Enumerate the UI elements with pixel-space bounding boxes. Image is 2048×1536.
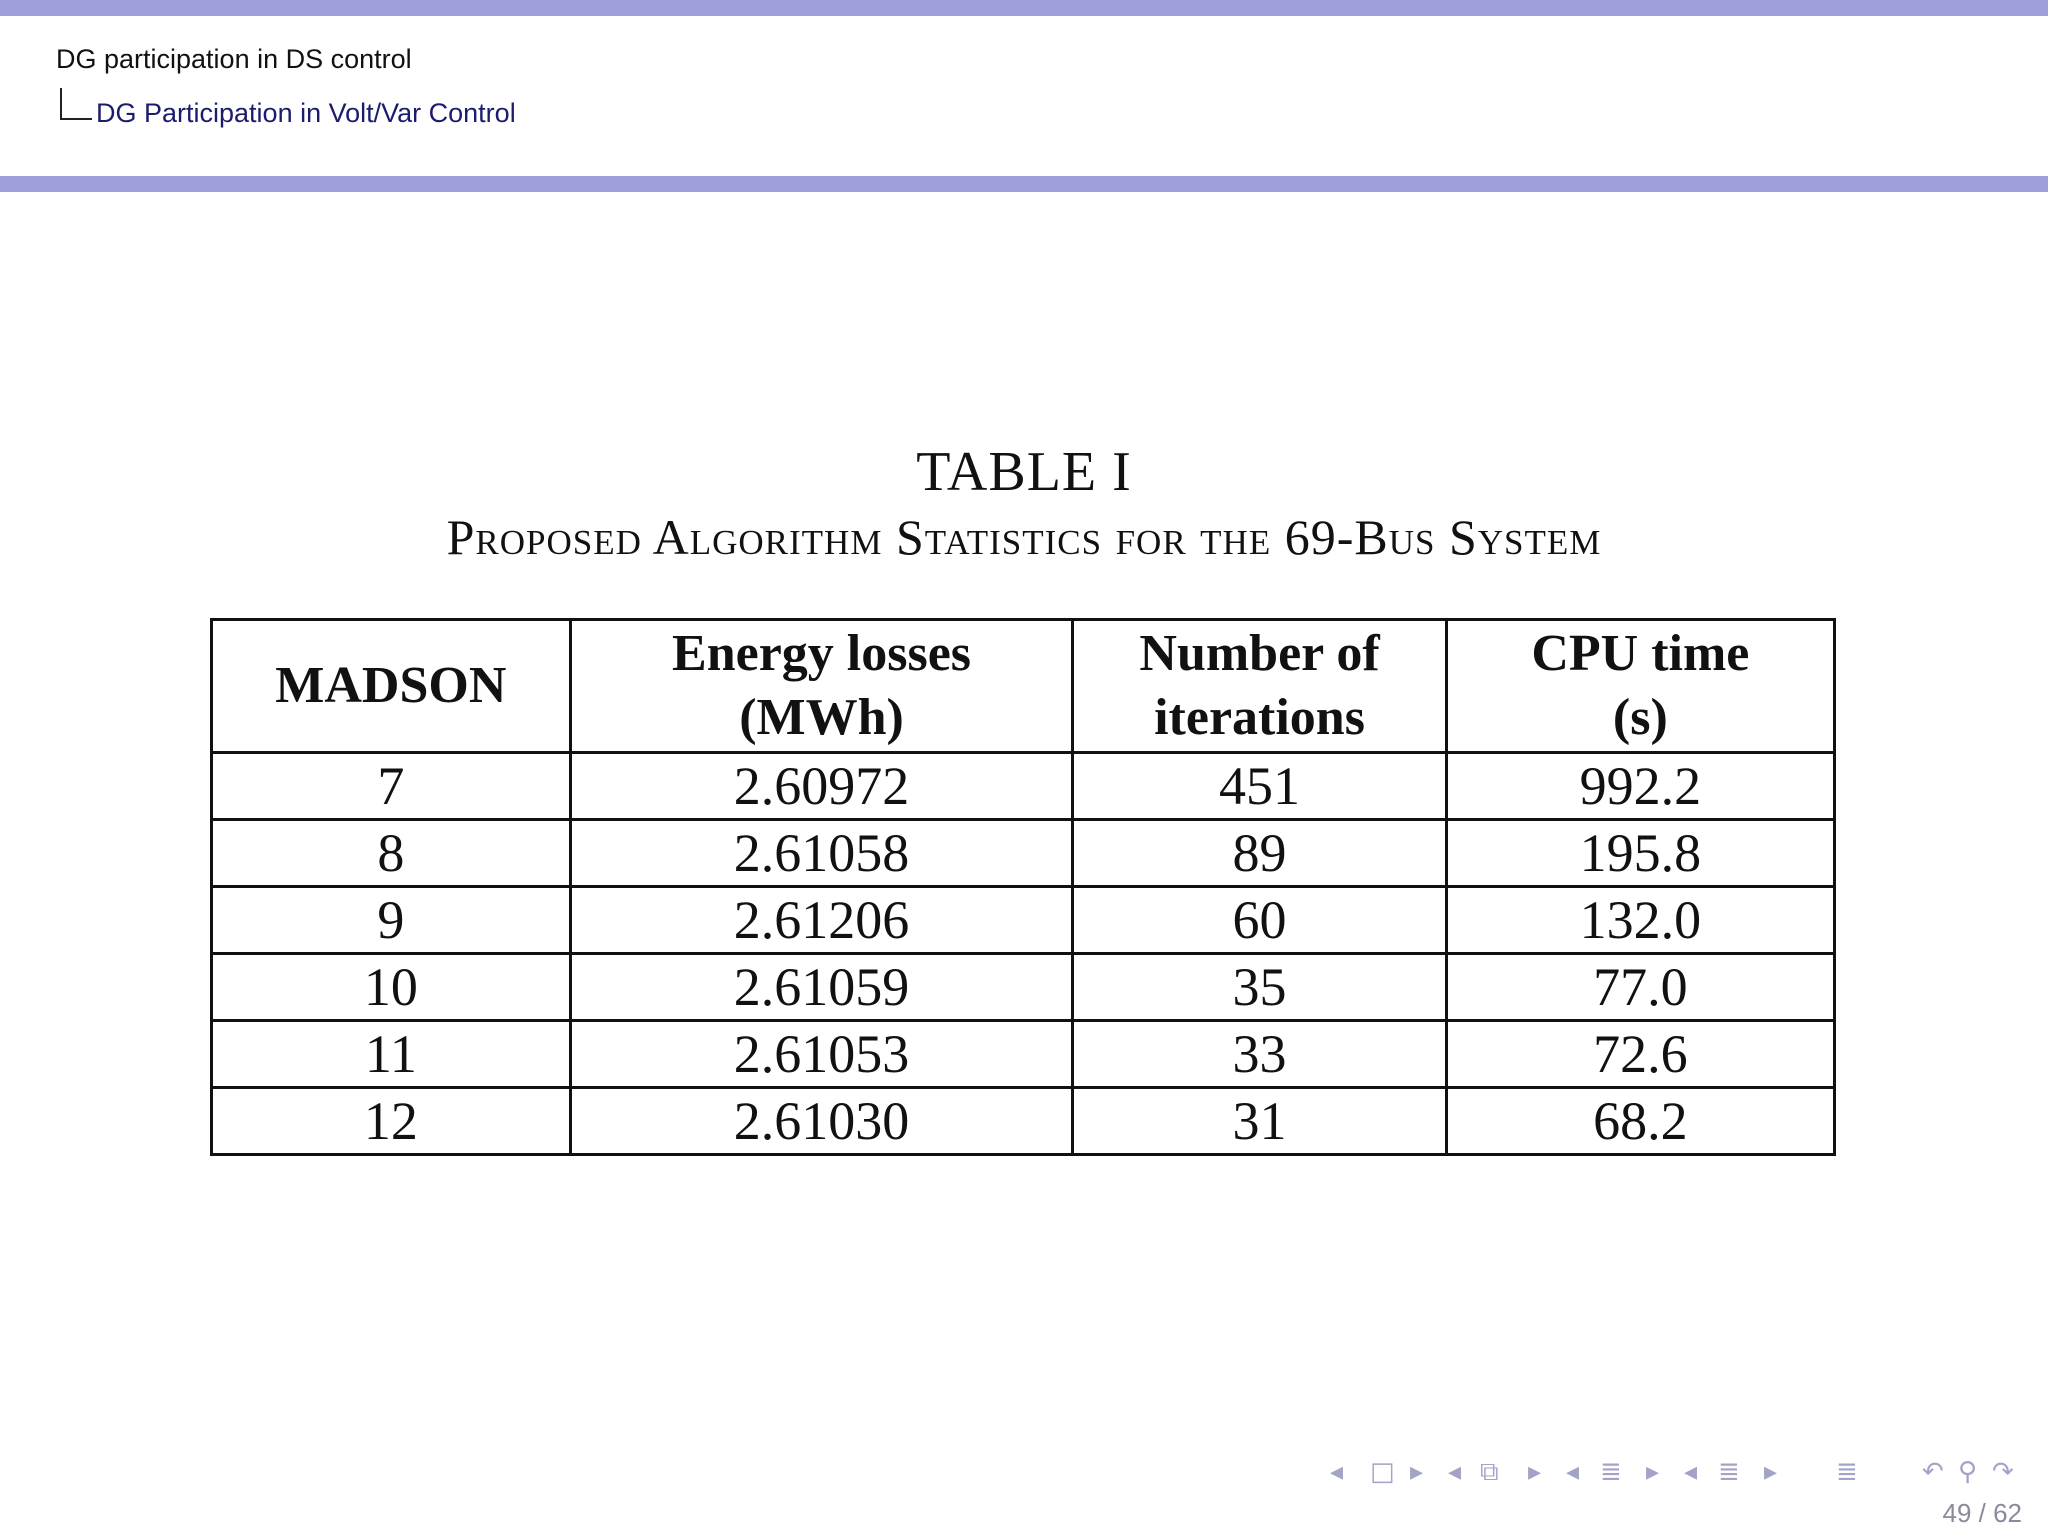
table-cell-energy-losses: 2.61206 [570,887,1073,954]
table-caption-number: TABLE I [916,441,1132,503]
table-cell-madson: 11 [212,1021,571,1088]
table-cell-madson: 10 [212,954,571,1021]
column-header-line2: (MWh) [739,689,904,746]
table-cell-iterations: 33 [1073,1021,1446,1088]
table-caption-title: Proposed Algorithm Statistics for the 69-Bus System [446,509,1602,565]
column-header-line1: MADSON [275,657,507,714]
frame-prev-icon[interactable]: ◂ [1330,1457,1344,1487]
column-header-cpu-time [1446,620,1834,753]
table-row [212,1088,1835,1155]
table-cell-cpu-time: 992.2 [1446,753,1834,820]
subsection-prev-icon[interactable]: ◂ [1448,1457,1462,1487]
table-header-row [212,620,1835,753]
section-prev-icon[interactable]: ◂ [1566,1457,1580,1487]
search-icon[interactable]: ⚲ [1958,1457,1978,1487]
table-cell-energy-losses: 2.60972 [570,753,1073,820]
table-cell-iterations: 60 [1073,887,1446,954]
table-cell-iterations: 89 [1073,820,1446,887]
table-cell-cpu-time: 68.2 [1446,1088,1834,1155]
table-row [212,1021,1835,1088]
table-row [212,954,1835,1021]
column-header-line1: Number of [1139,625,1380,682]
table-cell-iterations: 31 [1073,1088,1446,1155]
table-cell-madson: 12 [212,1088,571,1155]
section-title[interactable]: DG participation in DS control [56,44,412,74]
table-row [212,820,1835,887]
document-icon[interactable]: ≣ [1836,1457,1858,1487]
subsection-icon[interactable]: ⧉ [1480,1457,1499,1487]
table-cell-cpu-time: 132.0 [1446,887,1834,954]
table-cell-madson: 7 [212,753,571,820]
part-icon[interactable]: ≣ [1718,1457,1740,1487]
column-header-iterations [1073,620,1446,753]
table-cell-cpu-time: 72.6 [1446,1021,1834,1088]
table-cell-iterations: 35 [1073,954,1446,1021]
table-cell-iterations: 451 [1073,753,1446,820]
header-bottom-bar [0,176,2048,192]
column-header-energy-losses [570,620,1073,753]
table-row [212,753,1835,820]
column-header-madson [212,620,571,753]
subsection-next-icon[interactable]: ▸ [1528,1457,1542,1487]
table-cell-energy-losses: 2.61059 [570,954,1073,1021]
table-cell-cpu-time: 195.8 [1446,820,1834,887]
table-cell-energy-losses: 2.61058 [570,820,1073,887]
table-cell-energy-losses: 2.61053 [570,1021,1073,1088]
section-next-icon[interactable]: ▸ [1646,1457,1660,1487]
tree-connector-icon [60,88,92,120]
back-icon[interactable]: ↶ [1922,1457,1944,1487]
part-prev-icon[interactable]: ◂ [1684,1457,1698,1487]
section-icon[interactable]: ≣ [1600,1457,1622,1487]
table-cell-cpu-time: 77.0 [1446,954,1834,1021]
header-top-bar [0,0,2048,16]
column-header-line2: iterations [1154,689,1365,746]
part-next-icon[interactable]: ▸ [1764,1457,1778,1487]
column-header-line1: Energy losses [672,625,972,682]
beamer-navigation [1330,1454,2030,1494]
page-number: 49 / 62 [1942,1498,2022,1528]
frame-next-icon[interactable]: ▸ [1410,1457,1424,1487]
table-row [212,887,1835,954]
header [0,16,2048,176]
table-cell-madson: 9 [212,887,571,954]
column-header-line1: CPU time [1531,625,1750,682]
forward-icon[interactable]: ↷ [1992,1457,2014,1487]
statistics-table [210,618,1836,1156]
frame-icon[interactable]: □ [1370,1457,1395,1487]
subsection-title[interactable]: DG Participation in Volt/Var Control [96,98,516,128]
table-cell-madson: 8 [212,820,571,887]
table-cell-energy-losses: 2.61030 [570,1088,1073,1155]
column-header-line2: (s) [1612,689,1668,746]
